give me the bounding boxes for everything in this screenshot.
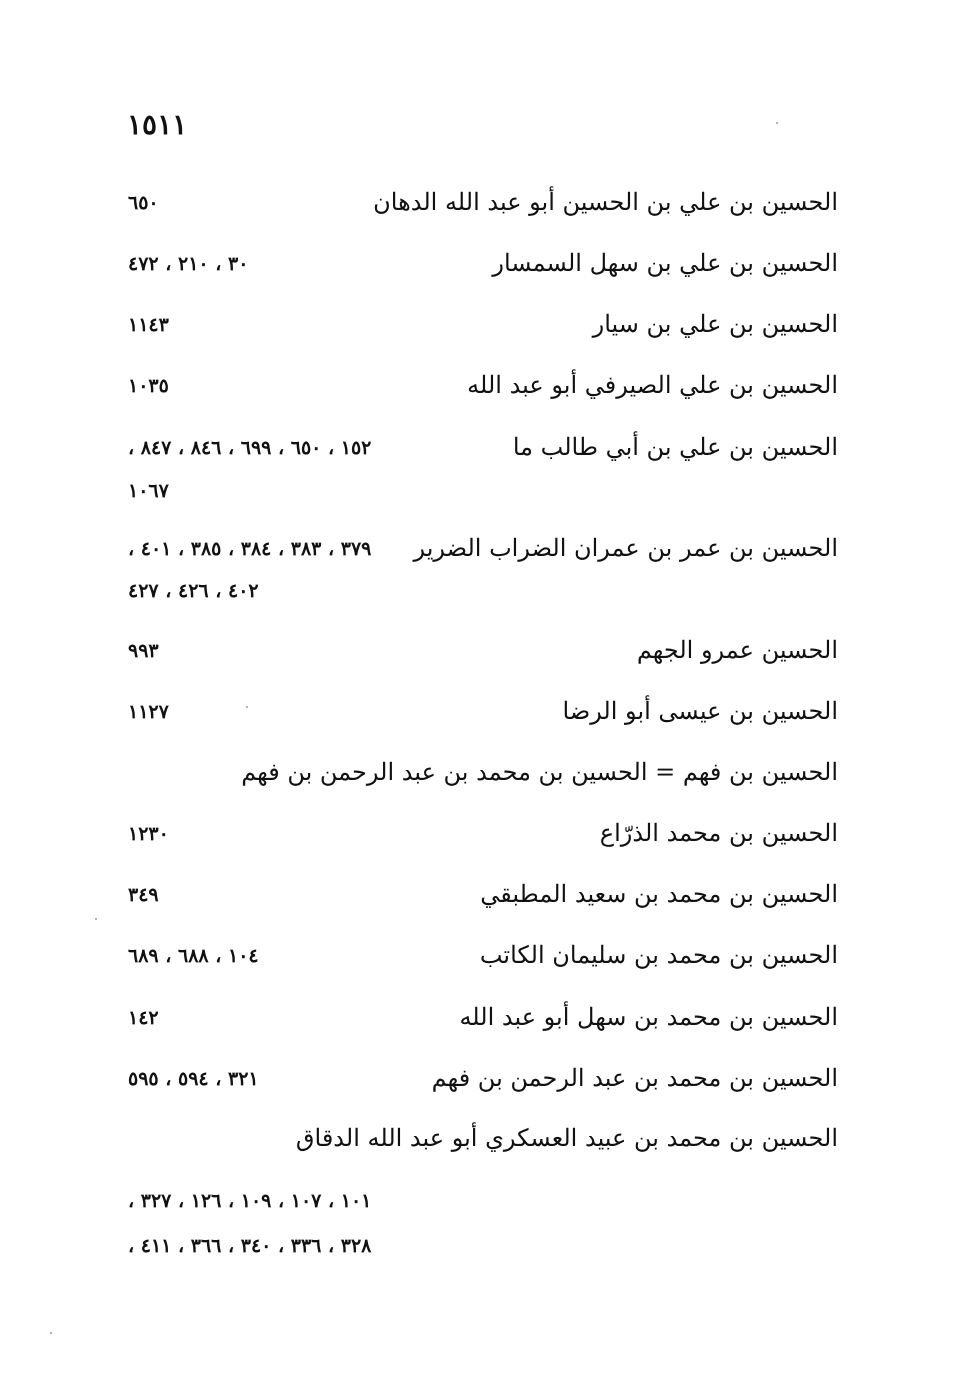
index-entry	[0, 534, 956, 574]
index-entry	[0, 188, 956, 228]
entry-pages: ١٥٢ ، ٦٥٠ ، ٦٩٩ ، ٨٤٦ ، ٨٤٧ ،	[128, 437, 372, 459]
entry-name: الحسين بن علي بن سهل السمسار	[492, 249, 838, 277]
entry-name: الحسين عمرو الجهم	[636, 636, 838, 664]
scan-speck	[776, 122, 778, 124]
entry-name: الحسين بن علي بن سيار	[592, 310, 838, 338]
entry-name: الحسين بن عيسى أبو الرضا	[562, 697, 838, 725]
index-entry	[0, 1064, 956, 1104]
scan-speck	[95, 918, 97, 920]
entry-pages: ١١٤٣	[128, 314, 169, 336]
index-entry	[0, 1003, 956, 1043]
entry-pages: ٣٤٩	[128, 884, 159, 906]
entry-name: الحسين بن محمد بن سليمان الكاتب	[479, 941, 838, 969]
entry-pages: ١٠٣٥	[128, 375, 169, 397]
entry-pages-continued: ١٠١ ، ١٠٧ ، ١٠٩ ، ١٢٦ ، ٣٢٧ ،	[128, 1190, 372, 1212]
entry-name: الحسين بن محمد بن سهل أبو عبد الله	[459, 1003, 838, 1031]
entry-pages-continued: ٣٢٨ ، ٣٣٦ ، ٣٤٠ ، ٣٦٦ ، ٤١١ ،	[128, 1235, 372, 1257]
index-entry	[0, 371, 956, 411]
index-entry	[0, 819, 956, 859]
entry-pages: ١١٢٧	[128, 701, 169, 723]
index-entry	[0, 880, 956, 920]
entry-pages: ٣٧٩ ، ٣٨٣ ، ٣٨٤ ، ٣٨٥ ، ٤٠١ ،	[128, 538, 372, 560]
index-entry	[0, 310, 956, 350]
entry-pages: ١٤٢	[128, 1007, 159, 1029]
index-entry	[0, 433, 956, 473]
entry-pages-continued: ٤٠٢ ، ٤٢٦ ، ٤٢٧	[128, 580, 259, 602]
entry-name: الحسين بن محمد بن عبد الرحمن بن فهم	[431, 1064, 838, 1092]
entry-name: الحسين بن محمد بن عبيد العسكري أبو عبد الله الدقاق	[295, 1124, 838, 1152]
index-entry	[0, 697, 956, 737]
index-entry	[0, 636, 956, 676]
entry-name: الحسين بن محمد بن سعيد المطبقي	[480, 880, 838, 908]
entry-name: الحسين بن محمد الذرّاع	[599, 819, 838, 847]
entry-pages: ٣٠ ، ٢١٠ ، ٤٧٢	[128, 253, 249, 275]
entry-pages: ٩٩٣	[128, 640, 159, 662]
entry-pages: ١٢٣٠	[128, 823, 169, 845]
entry-pages: ٦٥٠	[128, 192, 159, 214]
entry-pages: ١٠٤ ، ٦٨٨ ، ٦٨٩	[128, 945, 259, 967]
entry-name: الحسين بن عمر بن عمران الضراب الضرير	[413, 534, 838, 562]
index-entry	[0, 941, 956, 981]
entry-pages-continued: ١٠٦٧	[128, 480, 169, 502]
entry-name: الحسين بن علي بن الحسين أبو عبد الله الدهان	[373, 188, 838, 216]
page-number: ١٥١١	[127, 108, 188, 141]
entry-name: الحسين بن علي الصيرفي أبو عبد الله	[467, 371, 838, 399]
scan-speck	[50, 1332, 52, 1334]
entry-name: الحسين بن فهم = الحسين بن محمد بن عبد الرحمن بن فهم	[241, 758, 838, 786]
index-entry	[0, 249, 956, 289]
entry-name: الحسين بن علي بن أبي طالب ما	[512, 433, 838, 461]
scan-speck	[246, 706, 248, 708]
index-entry	[0, 1124, 956, 1164]
entry-pages: ٣٢١ ، ٥٩٤ ، ٥٩٥	[128, 1068, 259, 1090]
index-entry	[0, 758, 956, 798]
